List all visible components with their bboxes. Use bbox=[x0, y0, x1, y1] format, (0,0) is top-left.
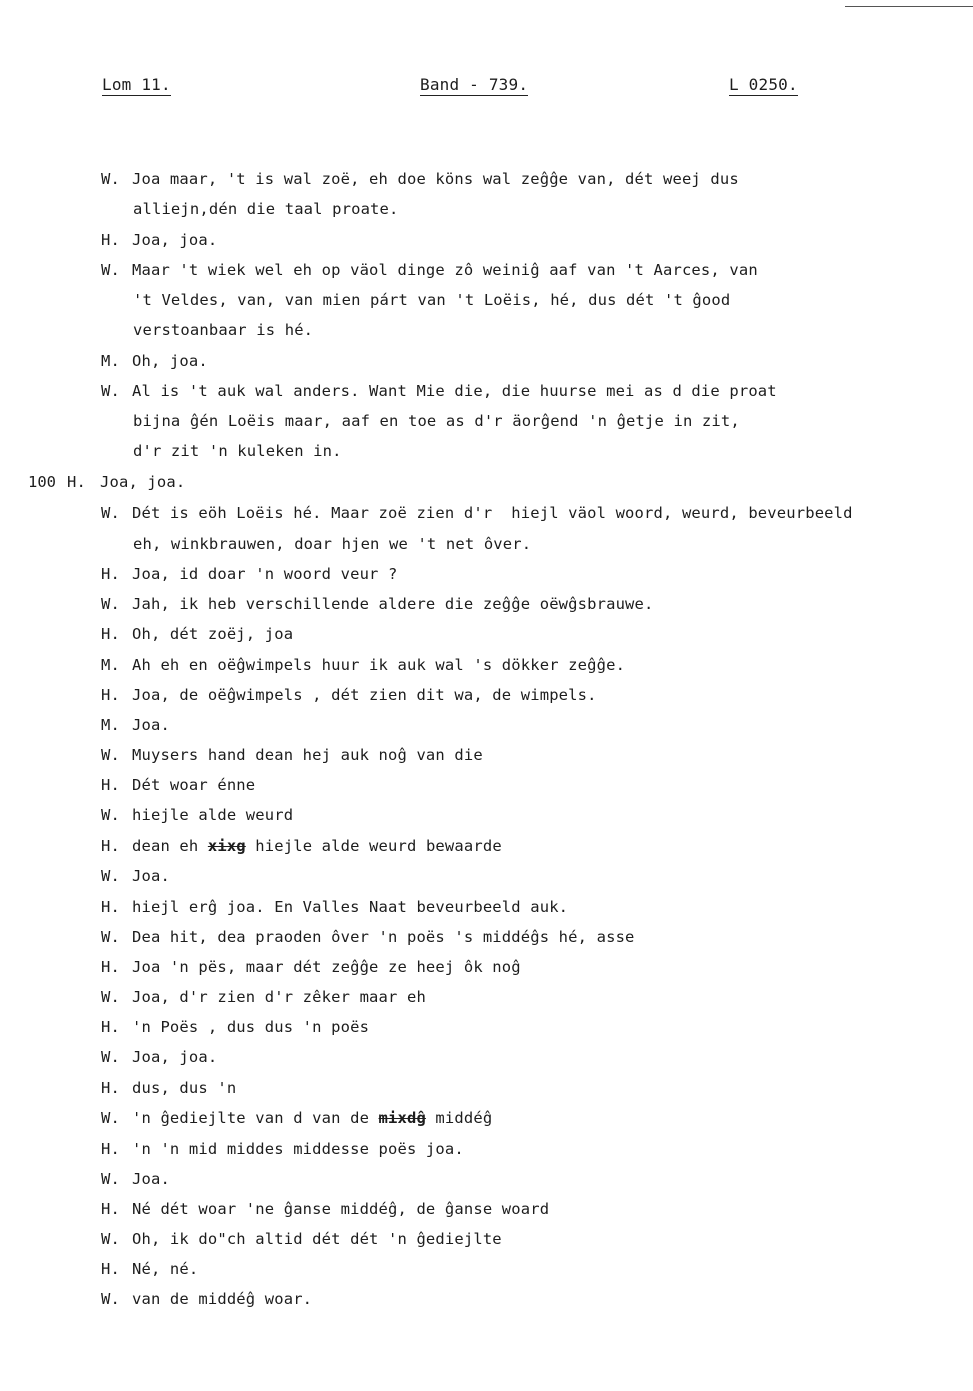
transcript-line bbox=[101, 805, 293, 825]
utterance-text: Joa. bbox=[132, 716, 170, 734]
utterance-text: verstoanbaar is hé. bbox=[133, 321, 314, 339]
transcript-line bbox=[101, 775, 255, 795]
utterance-text: 't Veldes, van, van mien párt van 't Loëis, hé, dus dét 't ĝood bbox=[133, 291, 731, 309]
transcript-line bbox=[101, 1047, 217, 1067]
utterance-text: hiejl erĝ joa. En Valles Naat beveurbeeld auk. bbox=[132, 898, 569, 916]
speaker-label: H. bbox=[101, 231, 120, 249]
speaker-label: M. bbox=[101, 716, 120, 734]
transcript-line bbox=[101, 1108, 492, 1128]
transcript-line bbox=[101, 866, 170, 886]
transcript-line bbox=[133, 411, 740, 431]
utterance-text: Joa, d'r zien d'r zêker maar eh bbox=[132, 988, 426, 1006]
utterance-text: hiejle alde weurd bbox=[132, 806, 294, 824]
struck-out-text: mixdĝ bbox=[378, 1109, 426, 1127]
transcript-line bbox=[101, 745, 483, 765]
utterance-text: alliejn,dén die taal proate. bbox=[133, 200, 399, 218]
transcript-line bbox=[101, 715, 170, 735]
transcript-line bbox=[101, 685, 597, 705]
utterance-text: Joa, joa. bbox=[132, 231, 218, 249]
transcript-line bbox=[101, 503, 853, 523]
utterance-text: Joa, id doar 'n woord veur ? bbox=[132, 565, 398, 583]
scan-edge-line bbox=[845, 6, 973, 7]
transcript-line bbox=[101, 987, 426, 1007]
speaker-label: W. bbox=[101, 867, 120, 885]
transcript-line bbox=[101, 351, 208, 371]
utterance-text: 'n 'n mid middes middesse poës joa. bbox=[132, 1140, 464, 1158]
transcript-line bbox=[133, 320, 313, 340]
header-right: L 0250. bbox=[729, 75, 798, 94]
transcript-line bbox=[101, 1169, 170, 1189]
transcript-line bbox=[101, 594, 654, 614]
transcript-line bbox=[67, 472, 185, 492]
speaker-label: H. bbox=[101, 625, 120, 643]
transcript-line bbox=[101, 230, 217, 250]
utterance-text: Muysers hand dean hej auk noĝ van die bbox=[132, 746, 483, 764]
speaker-label: W. bbox=[101, 1109, 120, 1127]
speaker-label: H. bbox=[101, 958, 120, 976]
utterance-text: eh, winkbrauwen, doar hjen we 't net ôver. bbox=[133, 535, 532, 553]
utterance-text: d'r zit 'n kuleken in. bbox=[133, 442, 342, 460]
utterance-text: Joa maar, 't is wal zoë, eh doe köns wal zeĝĝe van, dét weej dus bbox=[132, 170, 739, 188]
utterance-text: Joa, joa. bbox=[132, 1048, 218, 1066]
utterance-text: Joa, joa. bbox=[100, 473, 186, 491]
utterance-text: Né, né. bbox=[132, 1260, 199, 1278]
utterance-text: Ah eh en oëĝwimpels huur ik auk wal 's dökker zeĝĝe. bbox=[132, 656, 626, 674]
utterance-text: Jah, ik heb verschillende aldere die zeĝĝe oëwĝsbrauwe. bbox=[132, 595, 654, 613]
speaker-label: M. bbox=[101, 656, 120, 674]
speaker-label: W. bbox=[101, 1290, 120, 1308]
speaker-label: W. bbox=[101, 1170, 120, 1188]
transcript-line bbox=[133, 290, 730, 310]
transcript-line bbox=[101, 957, 521, 977]
utterance-text: dus, dus 'n bbox=[132, 1079, 237, 1097]
utterance-text: Maar 't wiek wel eh op väol dinge zô weiniĝ aaf van 't Aarces, van bbox=[132, 261, 758, 279]
speaker-label: H. bbox=[101, 686, 120, 704]
transcript-line bbox=[101, 897, 568, 917]
utterance-text: van de middéĝ woar. bbox=[132, 1290, 313, 1308]
speaker-label: W. bbox=[101, 928, 120, 946]
utterance-text: Al is 't auk wal anders. Want Mie die, die huurse mei as d die proat bbox=[132, 382, 777, 400]
utterance-text: Joa 'n pës, maar dét zeĝĝe ze heej ôk noĝ bbox=[132, 958, 521, 976]
speaker-label: H. bbox=[101, 565, 120, 583]
transcript-line bbox=[133, 199, 399, 219]
utterance-text: 'n Poës , dus dus 'n poës bbox=[132, 1018, 370, 1036]
speaker-label: W. bbox=[101, 806, 120, 824]
speaker-label: W. bbox=[101, 261, 120, 279]
transcript-line bbox=[133, 441, 342, 461]
speaker-label: M. bbox=[101, 352, 120, 370]
transcript-line bbox=[101, 1229, 502, 1249]
utterance-text: Joa. bbox=[132, 1170, 170, 1188]
utterance-text: Dét is eöh Loëis hé. Maar zoë zien d'r hiejl väol woord, weurd, beveurbeeld bbox=[132, 504, 853, 522]
speaker-label: H. bbox=[101, 1018, 120, 1036]
transcript-line bbox=[101, 169, 739, 189]
speaker-label: H. bbox=[101, 1079, 120, 1097]
header-center: Band - 739. bbox=[420, 75, 529, 94]
transcript-line bbox=[101, 1199, 549, 1219]
transcript-line bbox=[101, 655, 625, 675]
speaker-label: H. bbox=[101, 1200, 120, 1218]
speaker-label: H. bbox=[101, 898, 120, 916]
transcript-line bbox=[101, 381, 777, 401]
transcript-line bbox=[101, 1017, 369, 1037]
transcript-line bbox=[101, 1139, 464, 1159]
speaker-label: W. bbox=[101, 746, 120, 764]
speaker-label: H. bbox=[101, 776, 120, 794]
utterance-text: bijna ĝén Loëis maar, aaf en toe as d'r äorĝend 'n ĝetje in zit, bbox=[133, 412, 740, 430]
transcript-line bbox=[101, 1259, 198, 1279]
speaker-label: W. bbox=[101, 504, 120, 522]
speaker-label: W. bbox=[101, 1048, 120, 1066]
transcript-line bbox=[133, 534, 531, 554]
utterance-text: 'n ĝediejlte van d van de bbox=[132, 1109, 379, 1127]
utterance-text: Oh, dét zoëj, joa bbox=[132, 625, 294, 643]
utterance-text: Né dét woar 'ne ĝanse middéĝ, de ĝanse woard bbox=[132, 1200, 550, 1218]
transcript-line bbox=[101, 1289, 312, 1309]
header-left: Lom 11. bbox=[102, 75, 171, 94]
line-number: 100 bbox=[28, 473, 56, 491]
transcript-line bbox=[101, 1078, 236, 1098]
utterance-text: Oh, joa. bbox=[132, 352, 208, 370]
speaker-label: H. bbox=[101, 1260, 120, 1278]
transcript-line bbox=[101, 836, 502, 856]
transcript-line bbox=[101, 624, 293, 644]
utterance-text: Oh, ik do"ch altid dét dét 'n ĝediejlte bbox=[132, 1230, 502, 1248]
speaker-label: H. bbox=[101, 837, 120, 855]
speaker-label: W. bbox=[101, 988, 120, 1006]
utterance-text: Joa. bbox=[132, 867, 170, 885]
speaker-label: H. bbox=[67, 473, 86, 491]
speaker-label: W. bbox=[101, 170, 120, 188]
utterance-text-continued: middéĝ bbox=[425, 1109, 493, 1127]
transcript-line bbox=[101, 564, 398, 584]
speaker-label: W. bbox=[101, 1230, 120, 1248]
transcript-line bbox=[101, 927, 635, 947]
speaker-label: H. bbox=[101, 1140, 120, 1158]
speaker-label: W. bbox=[101, 595, 120, 613]
speaker-label: W. bbox=[101, 382, 120, 400]
transcript-line bbox=[101, 260, 758, 280]
utterance-text-continued: hiejle alde weurd bewaarde bbox=[245, 837, 502, 855]
utterance-text: dean eh bbox=[132, 837, 208, 855]
utterance-text: Dea hit, dea praoden ôver 'n poës 's middéĝs hé, asse bbox=[132, 928, 635, 946]
struck-out-text: xixg bbox=[207, 837, 246, 855]
utterance-text: Dét woar énne bbox=[132, 776, 256, 794]
utterance-text: Joa, de oëĝwimpels , dét zien dit wa, de wimpels. bbox=[132, 686, 597, 704]
